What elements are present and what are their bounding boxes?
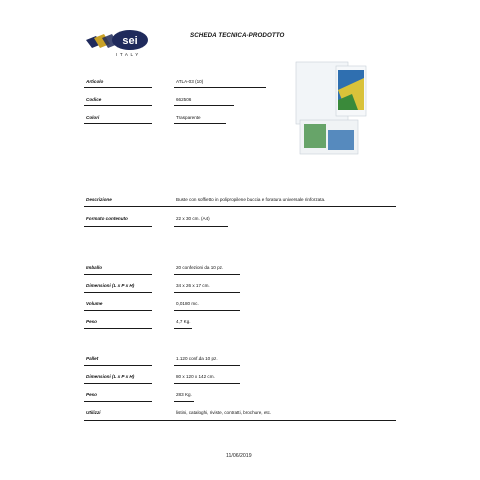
logo-wordmark: sei (122, 35, 138, 47)
label-dimensioni-collo: Dimensioni (L x P x H) (86, 283, 135, 288)
label-colori: Colori (86, 115, 100, 120)
label-volume: Volume (86, 301, 103, 306)
rule (84, 87, 152, 88)
value-imballo: 20 confezioni da 10 pz. (176, 265, 224, 270)
rule (84, 206, 396, 207)
value-formato: 22 x 30 cm. (A4) (176, 216, 210, 221)
value-peso-collo: 4,7 Kg. (176, 319, 191, 324)
rule (174, 328, 192, 329)
rule (84, 383, 152, 384)
product-photo (288, 60, 384, 162)
label-codice: Codice (86, 97, 102, 102)
rule (174, 274, 240, 275)
rule (174, 401, 194, 402)
rule (174, 105, 234, 106)
label-peso-collo: Peso (86, 319, 97, 324)
rule (174, 123, 226, 124)
sei-logo (86, 24, 150, 64)
rule (174, 292, 240, 293)
rule (84, 274, 152, 275)
value-colori: Trasparente (176, 115, 201, 120)
logo-subtext: ITALY (116, 52, 141, 57)
rule (84, 401, 152, 402)
rule (174, 226, 228, 227)
value-dimensioni-pallet: 80 x 120 x 142 cm. (176, 374, 215, 379)
label-peso-pallet: Peso (86, 392, 97, 397)
rule (174, 87, 266, 88)
rule (84, 123, 152, 124)
label-pallet: Pallet (86, 356, 99, 361)
footer-date: 11/06/2019 (226, 453, 252, 459)
rule (84, 328, 152, 329)
value-volume: 0,0180 mc. (176, 301, 199, 306)
label-utilizzi: Utilizzi (86, 410, 101, 415)
value-dimensioni-collo: 34 x 26 x 17 cm. (176, 283, 210, 288)
rule (84, 420, 396, 421)
rule (174, 310, 240, 311)
value-articolo: ATLA-03 (10) (176, 79, 204, 84)
page-title: SCHEDA TECNICA-PRODOTTO (190, 32, 285, 39)
label-imballo: Imballo (86, 265, 103, 270)
rule (84, 105, 152, 106)
label-descrizione: Descrizione (86, 197, 112, 202)
value-utilizzi: listini, cataloghi, riviste, contratti, brochure, etc. (176, 410, 272, 415)
rule (174, 383, 240, 384)
value-pallet: 1.120 conf.da 10 pz. (176, 356, 218, 361)
rule (84, 365, 152, 366)
rule (174, 365, 240, 366)
rule (84, 292, 152, 293)
value-codice: 662506 (176, 97, 192, 102)
rule (84, 226, 152, 227)
rule (84, 310, 152, 311)
label-articolo: Articolo (86, 79, 104, 84)
label-formato: Formato contenuto (86, 216, 128, 221)
value-descrizione: Buste con soffietto in polipropilene buccia e foratura universale rinforzata. (176, 197, 326, 202)
label-dimensioni-pallet: Dimensioni (L x P x H) (86, 374, 135, 379)
value-peso-pallet: 283 Kg. (176, 392, 192, 397)
